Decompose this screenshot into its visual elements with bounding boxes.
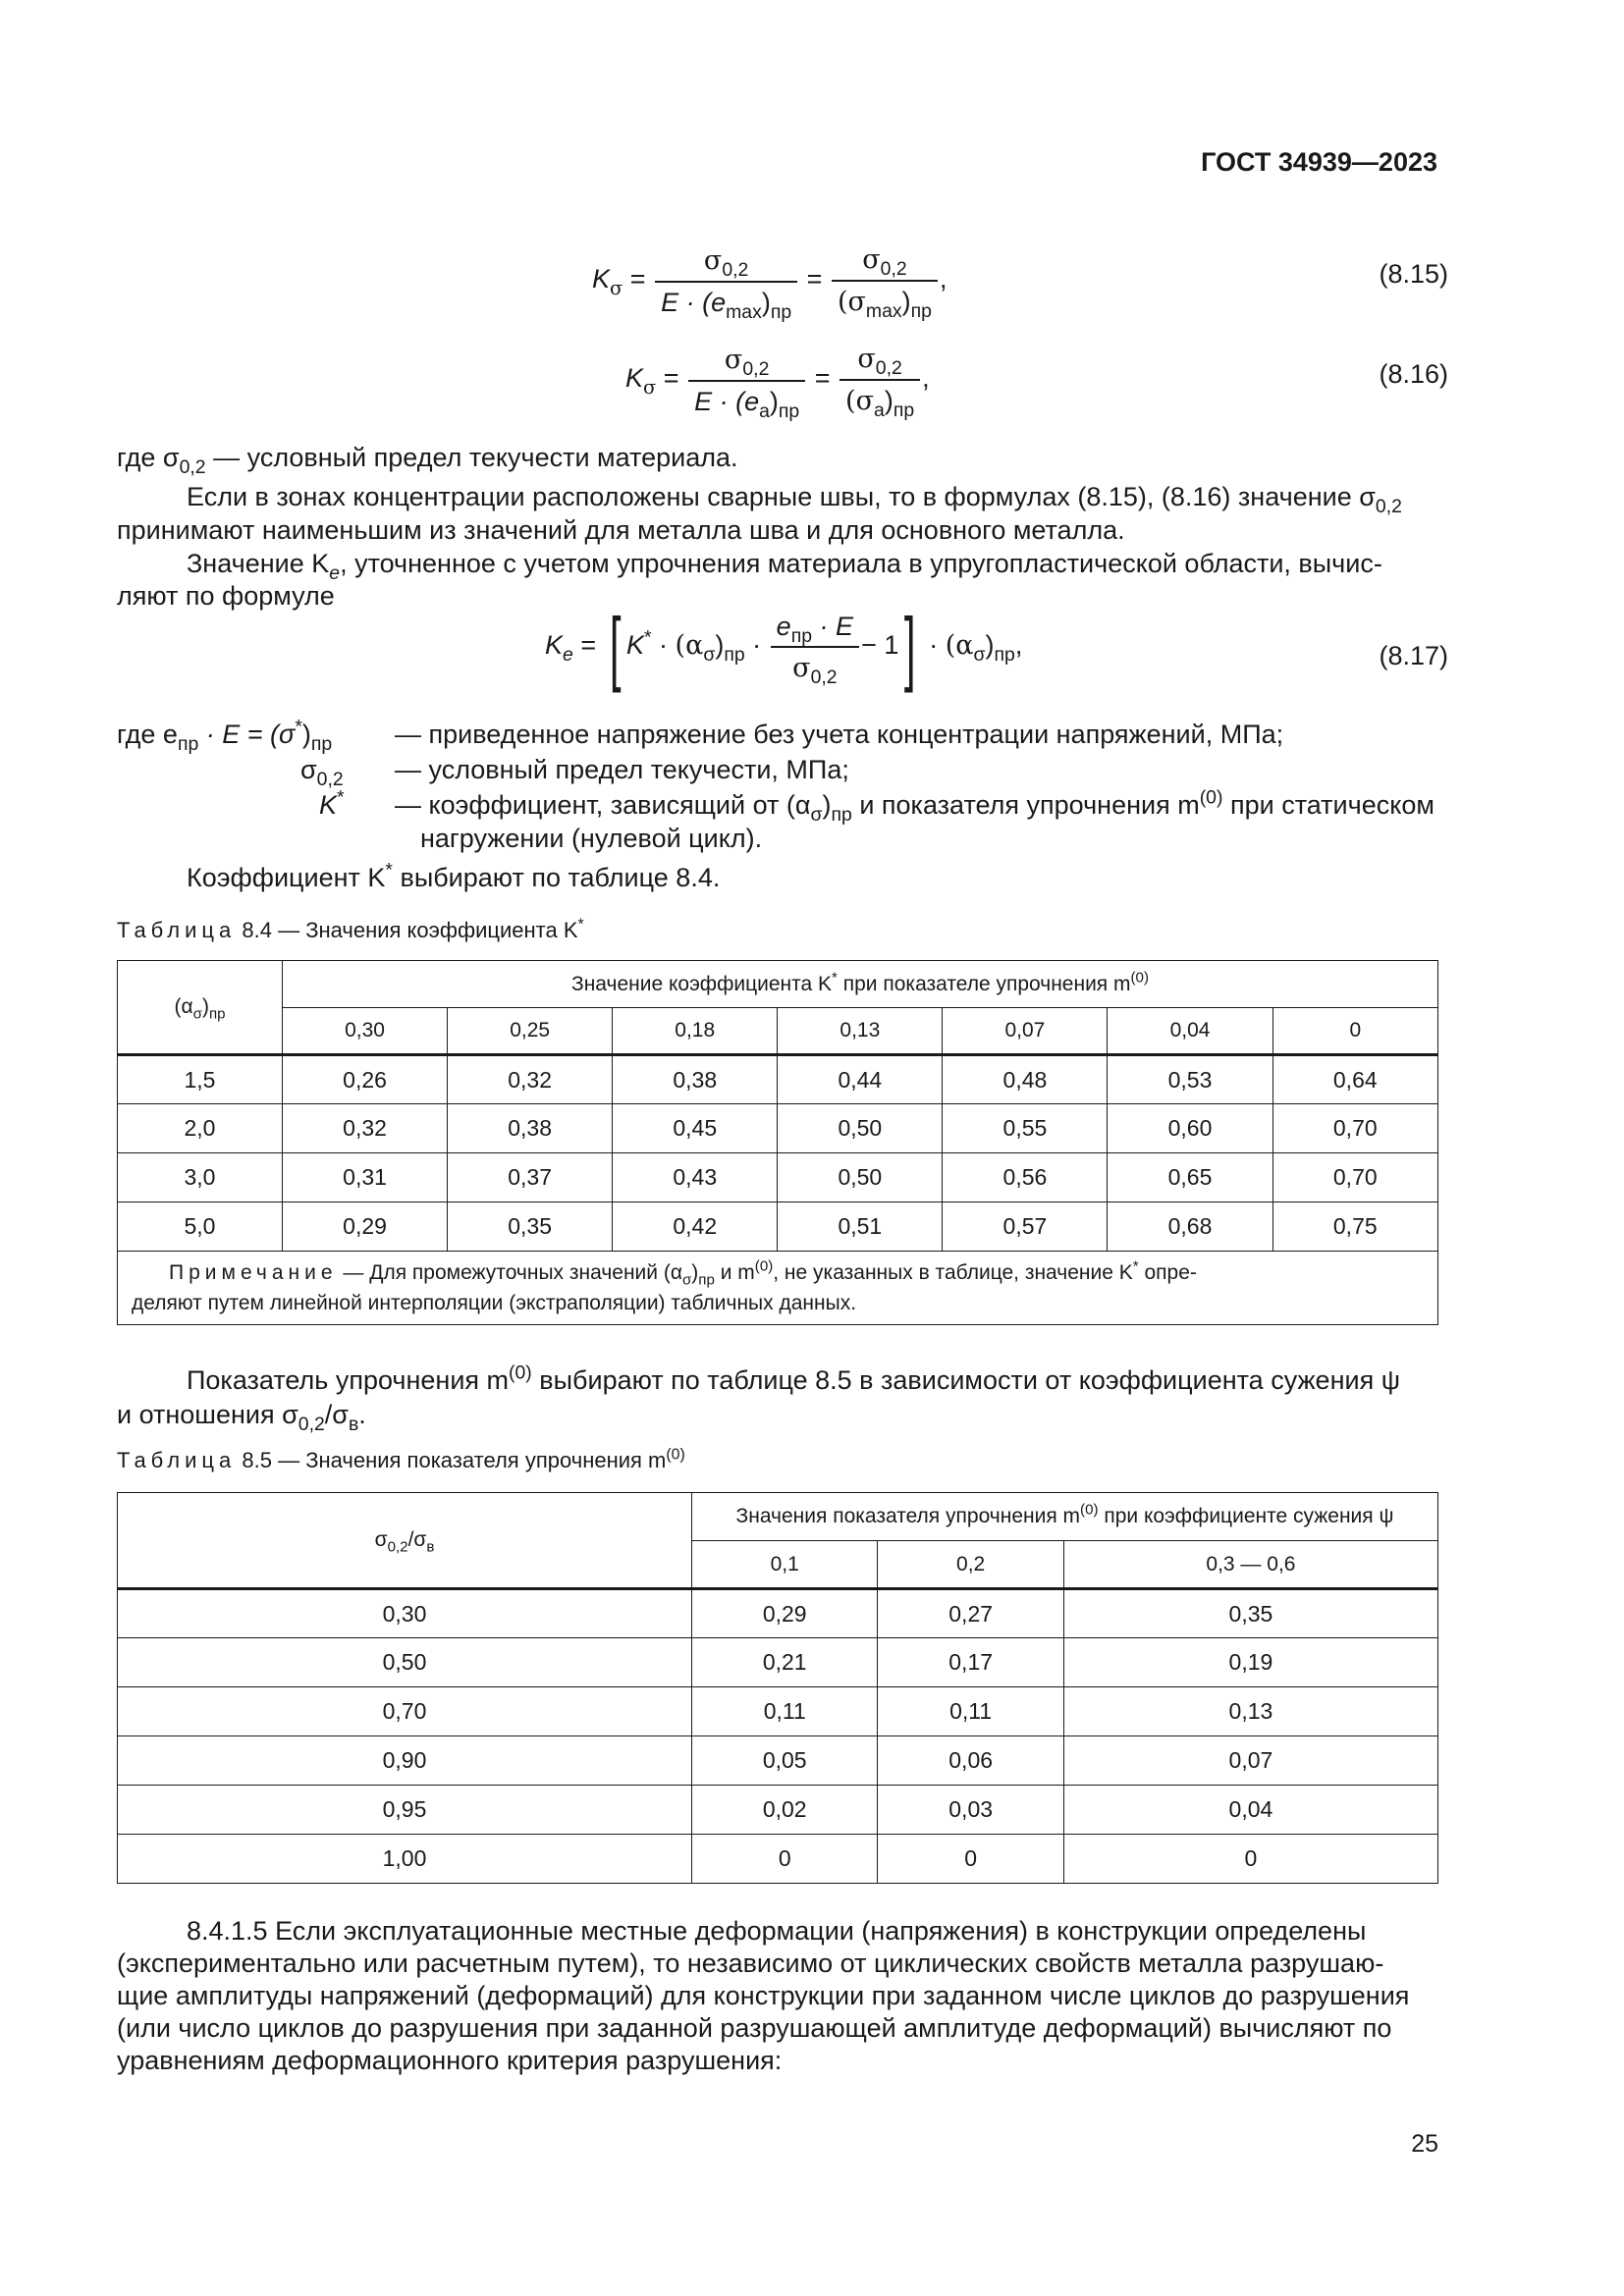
table-cell: 0,60 [1108, 1104, 1272, 1153]
table-column-header: 0 [1272, 1008, 1437, 1055]
table-header-sigma-ratio: $\sigma_{0,2}/\sigma_в$ [118, 1493, 692, 1589]
table-cell: 0,32 [283, 1104, 448, 1153]
table-cell: 0 [692, 1835, 878, 1884]
table-cell: 0,64 [1272, 1055, 1437, 1104]
table-cell: 0,38 [613, 1055, 778, 1104]
paragraph-3-tail: и отношения $\sigma_{0,2}/\sigma_в$. [117, 1400, 366, 1435]
page-number: 25 [1411, 2130, 1438, 2158]
table-group-header: Значения показателя упрочнения $m^{(0)}$ при коэффициенте сужения ψ [692, 1493, 1438, 1541]
paragraph-3: Показатель упрочнения $m^{(0)}$ выбирают по таблице 8.5 в зависимости от коэффициента сужения ψ [187, 1362, 1400, 1395]
definition-kstar: K* [319, 786, 345, 820]
table-cell: 0,68 [1108, 1202, 1272, 1252]
table-column-header: 0,1 [692, 1541, 878, 1589]
paragraph-1-tail: принимают наименьшим из значений для металла шва и для основного металла. [117, 515, 1125, 545]
table-cell: 0,11 [692, 1687, 878, 1736]
table-cell: 0,42 [613, 1202, 778, 1252]
table-cell: 0,02 [692, 1786, 878, 1835]
table-cell: 0,31 [283, 1153, 448, 1202]
table-group-header: Значение коэффициента K* при показателе упрочнения $m^{(0)}$ [283, 961, 1438, 1008]
table-cell: 0,43 [613, 1153, 778, 1202]
equation-number: (8.15) [1379, 259, 1448, 289]
table-cell: 0,45 [613, 1104, 778, 1153]
table-row [118, 1055, 1438, 1104]
table-column-header: 0,07 [943, 1008, 1108, 1055]
table-cell: 0,27 [878, 1589, 1063, 1638]
table-row-label: 3,0 [118, 1153, 283, 1202]
paragraph-2: Значение $K_e$, уточненное с учетом упрочнения материала в упругопластической области, вычис- [187, 549, 1382, 584]
table-row [118, 1202, 1438, 1252]
table-column-header: 0,13 [778, 1008, 943, 1055]
table-header-alpha: $(\alpha_\sigma)_{пр}$ [118, 961, 283, 1055]
table-row-label: 1,00 [118, 1835, 692, 1884]
table-row-label: 0,90 [118, 1736, 692, 1786]
table-cell: 0,21 [692, 1638, 878, 1687]
table-cell: 0,37 [448, 1153, 613, 1202]
formula-8-16: $K_\sigma$ = $\frac{\sigma_{0,2}}{E \cdot (e_a)_{пр}}$ = $\frac{\sigma_{0,2}}{(\sigma_a)_{пр}}$ , [625, 344, 930, 422]
table-column-header: 0,04 [1108, 1008, 1272, 1055]
table-row [118, 1638, 1438, 1687]
equation-number: (8.17) [1379, 641, 1448, 670]
table-row [118, 1786, 1438, 1835]
table-cell: 0,50 [778, 1104, 943, 1153]
table-cell: 0,04 [1063, 1786, 1437, 1835]
table-cell: 0,07 [1063, 1736, 1437, 1786]
equation-number: (8.16) [1379, 359, 1448, 389]
table-cell: 0,03 [878, 1786, 1063, 1835]
table-cell: 0,57 [943, 1202, 1108, 1252]
table-cell: 0,53 [1108, 1055, 1272, 1104]
definition-e-pr-text: — приведенное напряжение без учета концентрации напряжений, МПа; [395, 720, 1284, 749]
table-row-label: 0,95 [118, 1786, 692, 1835]
table-cell: 0 [878, 1835, 1063, 1884]
paragraph-4-line-5: уравнениям деформационного критерия разрушения: [117, 2046, 783, 2075]
table-cell: 0,29 [283, 1202, 448, 1252]
table-8-5-caption: Таблица 8.5 — Значения показателя упрочнения $m^{(0)}$ [117, 1446, 685, 1472]
table-cell: 0 [1063, 1835, 1437, 1884]
table-cell: 0,13 [1063, 1687, 1437, 1736]
paragraph-4-line-2: (экспериментально или расчетным путем), то независимо от циклических свойств металла разрушаю- [117, 1949, 1384, 1978]
paragraph-4-line-4: (или число циклов до разрушения при заданной разрушающей амплитуде деформаций) вычисляют по [117, 2013, 1392, 2043]
formula-8-17: $K_e$ = [ $K^* \cdot (\alpha_\sigma)_{пр}$ · $\frac{e_{пр} \cdot E}{\sigma_{0,2}}$ − $1] \cdot (\alpha_\sigma)_{пр}$, [545, 601, 1023, 693]
table-cell: 0,44 [778, 1055, 943, 1104]
table-cell: 0,50 [778, 1153, 943, 1202]
table-row-label: 5,0 [118, 1202, 283, 1252]
table-cell: 0,35 [1063, 1589, 1437, 1638]
table-cell: 0,51 [778, 1202, 943, 1252]
paragraph-4-line-3: щие амплитуды напряжений (деформаций) для конструкции при заданном числе циклов до разрушения [117, 1981, 1410, 2010]
table-cell: 0,70 [1272, 1153, 1437, 1202]
table-cell: 0,48 [943, 1055, 1108, 1104]
table-cell: 0,38 [448, 1104, 613, 1153]
table-8-4-caption: Таблица 8.4 — Значения коэффициента K* [117, 916, 584, 942]
table-row [118, 1104, 1438, 1153]
table-cell: 0,35 [448, 1202, 613, 1252]
definition-e-pr: где $e_{пр} \cdot E = (\sigma^*)_{пр}$ [117, 716, 333, 755]
definition-kstar-cont: нагружении (нулевой цикл). [420, 824, 763, 853]
paragraph-4-line-1: 8.4.1.5 Если эксплуатационные местные деформации (напряжения) в конструкции определены [187, 1916, 1367, 1946]
table-cell: 0,17 [878, 1638, 1063, 1687]
table-column-header: 0,18 [613, 1008, 778, 1055]
table-column-header: 0,3 — 0,6 [1063, 1541, 1437, 1589]
table-row [118, 1153, 1438, 1202]
table-row [118, 1687, 1438, 1736]
table-cell: 0,65 [1108, 1153, 1272, 1202]
table-row-label: 0,30 [118, 1589, 692, 1638]
table-row [118, 1589, 1438, 1638]
table-cell: 0,05 [692, 1736, 878, 1786]
table-cell: 0,26 [283, 1055, 448, 1104]
table-cell: 0,11 [878, 1687, 1063, 1736]
table-column-header: 0,25 [448, 1008, 613, 1055]
table-column-header: 0,2 [878, 1541, 1063, 1589]
formula-8-15: $K_\sigma$ = $\frac{\sigma_{0,2}}{E \cdot (e_{max})_{пр}}$ = $\frac{\sigma_{0,2}}{(\sigma_{max})_{пр}}$ , [592, 244, 947, 323]
table-cell: 0,70 [1272, 1104, 1437, 1153]
definition-kstar-text: — коэффициент, зависящий от $(\alpha_\sigma)_{пр}$ и показателя упрочнения $m^{(0)}$ при статическом [395, 786, 1435, 826]
table-cell: 0,55 [943, 1104, 1108, 1153]
table-cell: 0,56 [943, 1153, 1108, 1202]
table-row-label: 1,5 [118, 1055, 283, 1104]
definition-sigma: где $\sigma_{0,2}$ — условный предел текучести материала. [117, 443, 738, 478]
definition-sigma02-text: — условный предел текучести, МПа; [395, 755, 849, 784]
table-cell: 0,32 [448, 1055, 613, 1104]
table-cell: 0,29 [692, 1589, 878, 1638]
table-8-5 [117, 1492, 1438, 1884]
table-row-label: 0,50 [118, 1638, 692, 1687]
document-id: ГОСТ 34939—2023 [1201, 147, 1437, 177]
table-cell: 0,06 [878, 1736, 1063, 1786]
table-row-label: 0,70 [118, 1687, 692, 1736]
definition-sigma02: $\sigma_{0,2}$ [300, 755, 344, 790]
table-row-label: 2,0 [118, 1104, 283, 1153]
table-row [118, 1835, 1438, 1884]
table-column-header: 0,30 [283, 1008, 448, 1055]
table-note: Примечание — Для промежуточных значений $(\alpha_\sigma)_{пр}$ и $m^{(0)}$, не указанных в таблице, значение K* опре- деляют путем линейной интерполяции (экстраполяции) табличных данных. [118, 1252, 1438, 1325]
paragraph-1: Если в зонах концентрации расположены сварные швы, то в формулах (8.15), (8.16) значение $\sigma_{0,2}$ [187, 482, 1402, 517]
paragraph-2-tail: ляют по формуле [117, 581, 335, 611]
kstar-choice: Коэффициент K* выбирают по таблице 8.4. [187, 859, 721, 892]
table-cell: 0,19 [1063, 1638, 1437, 1687]
table-cell: 0,75 [1272, 1202, 1437, 1252]
table-row [118, 1736, 1438, 1786]
table-8-4 [117, 960, 1438, 1325]
